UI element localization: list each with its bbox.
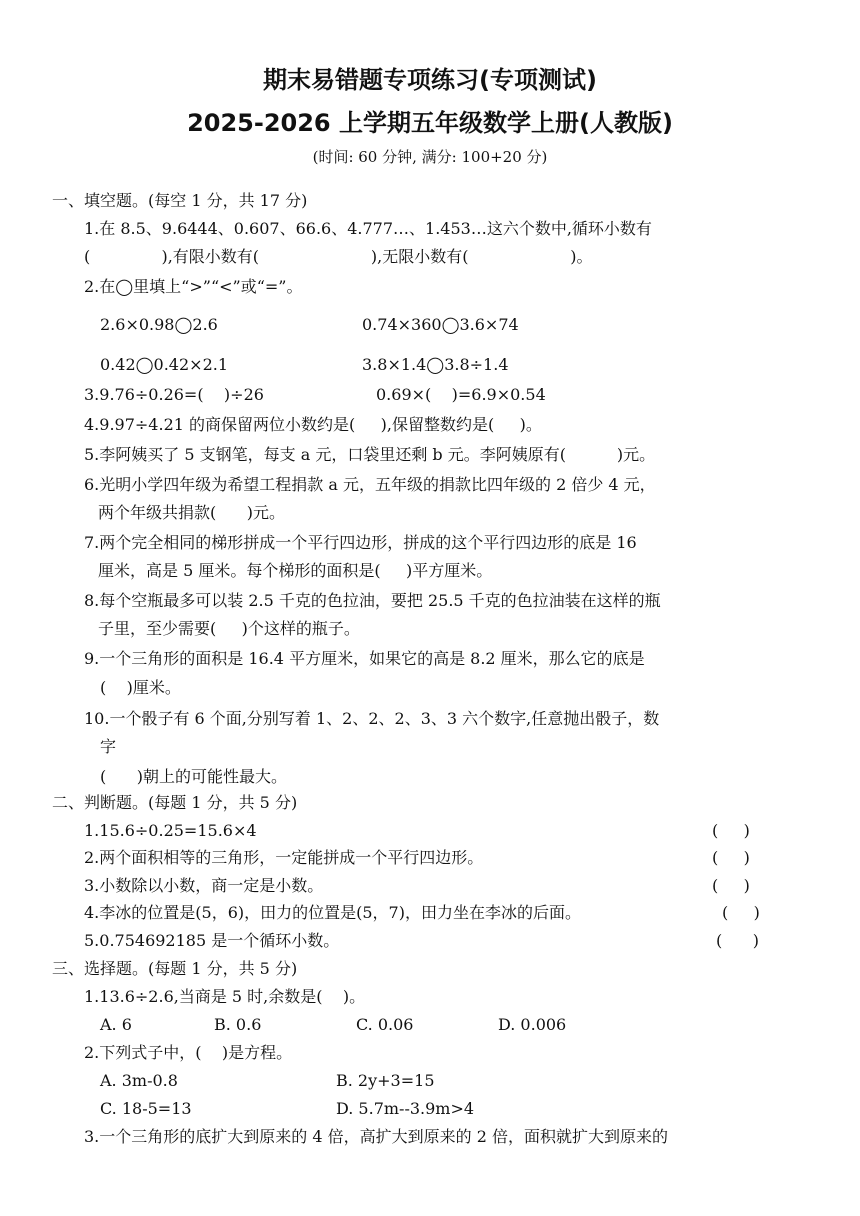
fill-q6-line2: 两个年级共捐款( )元。 xyxy=(98,503,286,522)
choice-q3: 3.一个三角形的底扩大到原来的 4 倍，高扩大到原来的 2 倍，面积就扩大到原来的 xyxy=(84,1127,668,1146)
fill-q5: 5.李阿姨买了 5 支钢笔，每支 a 元，口袋里还剩 b 元。李阿姨原有( )元。 xyxy=(84,445,656,464)
exam-info: (时间: 60 分钟, 满分: 100+20 分) xyxy=(312,148,548,166)
fill-q10-line3: ( )朝上的可能性最大。 xyxy=(100,767,288,786)
choice-q1-option-a: A. 6 xyxy=(100,1015,132,1034)
choice-q1-option-d: D. 0.006 xyxy=(498,1015,567,1034)
fill-q7-line1: 7.两个完全相同的梯形拼成一个平行四边形，拼成的这个平行四边形的底是 16 xyxy=(84,533,637,552)
judge-q4-answer-blank[interactable]: ( ) xyxy=(722,903,760,922)
judge-q3: 3.小数除以小数，商一定是小数。 xyxy=(84,876,324,895)
fill-q2: 2.在◯里填上“>”“<”或“=”。 xyxy=(84,277,303,296)
fill-q4: 4.9.97÷4.21 的商保留两位小数约是( ),保留整数约是( )。 xyxy=(84,415,542,434)
fill-q3-a: 3.9.76÷0.26=( )÷26 xyxy=(84,385,264,404)
judge-q5-answer-blank[interactable]: ( ) xyxy=(716,931,759,950)
fill-q6-line1: 6.光明小学四年级为希望工程捐款 a 元，五年级的捐款比四年级的 2 倍少 4 元， xyxy=(84,475,656,494)
judge-q5: 5.0.754692185 是一个循环小数。 xyxy=(84,931,340,950)
fill-q3-b: 0.69×( )=6.9×0.54 xyxy=(376,385,546,404)
fill-q1-line1: 1.在 8.5、9.6444、0.607、66.6、4.777…、1.453…这六个数中,循环小数有 xyxy=(84,219,652,238)
fill-q2-item-b: 0.74×360◯3.6×74 xyxy=(362,315,519,334)
fill-q1-line2: ( ),有限小数有( ),无限小数有( )。 xyxy=(84,247,593,266)
exam-subtitle-title: 2025-2026 上学期五年级数学上册(人教版) xyxy=(187,109,673,137)
choice-q1-option-c: C. 0.06 xyxy=(356,1015,414,1034)
exam-title: 期末易错题专项练习(专项测试) xyxy=(263,66,597,94)
fill-q10-line1: 10.一个骰子有 6 个面,分别写着 1、2、2、2、3、3 六个数字,任意抛出骰子，数 xyxy=(84,709,660,728)
judge-q2: 2.两个面积相等的三角形，一定能拼成一个平行四边形。 xyxy=(84,848,484,867)
choice-q2-option-a: A. 3m-0.8 xyxy=(100,1071,178,1090)
choice-q2: 2.下列式子中，( )是方程。 xyxy=(84,1043,293,1062)
judge-q4: 4.李冰的位置是(5，6)，田力的位置是(5，7)，田力坐在李冰的后面。 xyxy=(84,903,581,922)
section-judge-heading: 二、判断题。(每题 1 分，共 5 分) xyxy=(52,793,298,812)
fill-q7-line2: 厘米，高是 5 厘米。每个梯形的面积是( )平方厘米。 xyxy=(98,561,493,580)
fill-q2-item-d: 3.8×1.4◯3.8÷1.4 xyxy=(362,355,509,374)
fill-q2-item-a: 2.6×0.98◯2.6 xyxy=(100,315,218,334)
judge-q1: 1.15.6÷0.25=15.6×4 xyxy=(84,821,257,840)
fill-q9-line1: 9.一个三角形的面积是 16.4 平方厘米，如果它的高是 8.2 厘米，那么它的底是 xyxy=(84,649,645,668)
judge-q1-answer-blank[interactable]: ( ) xyxy=(712,821,750,840)
judge-q2-answer-blank[interactable]: ( ) xyxy=(712,848,750,867)
choice-q2-option-d: D. 5.7m--3.9m>4 xyxy=(336,1099,475,1118)
fill-q2-item-c: 0.42◯0.42×2.1 xyxy=(100,355,229,374)
choice-q1: 1.13.6÷2.6,当商是 5 时,余数是( )。 xyxy=(84,987,366,1006)
fill-q8-line1: 8.每个空瓶最多可以装 2.5 千克的色拉油，要把 25.5 千克的色拉油装在这样的瓶 xyxy=(84,591,661,610)
choice-q1-option-b: B. 0.6 xyxy=(214,1015,262,1034)
section-choice-heading: 三、选择题。(每题 1 分，共 5 分) xyxy=(52,959,298,978)
fill-q10-line2: 字 xyxy=(100,737,117,756)
fill-q9-line2: ( )厘米。 xyxy=(100,678,181,697)
judge-q3-answer-blank[interactable]: ( ) xyxy=(712,876,750,895)
fill-q8-line2: 子里，至少需要( )个这样的瓶子。 xyxy=(98,619,360,638)
choice-q2-option-c: C. 18-5=13 xyxy=(100,1099,192,1118)
section-fill-heading: 一、填空题。(每空 1 分，共 17 分) xyxy=(52,191,308,210)
choice-q2-option-b: B. 2y+3=15 xyxy=(336,1071,435,1090)
